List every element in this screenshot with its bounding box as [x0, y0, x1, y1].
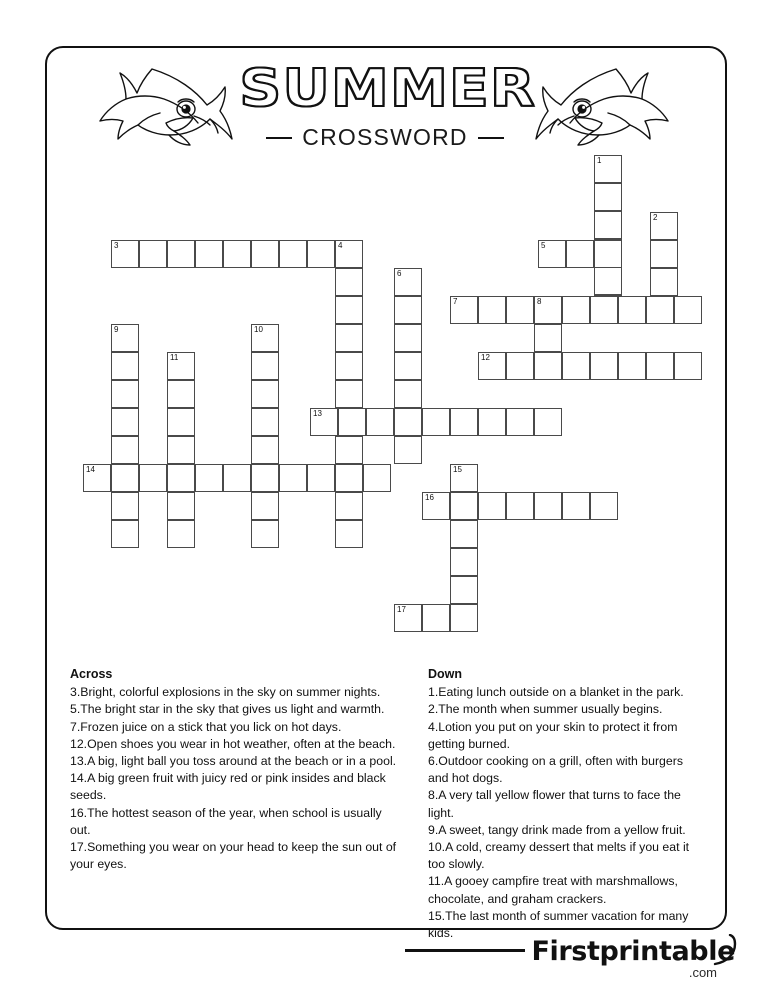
across-heading: Across	[70, 667, 113, 681]
crossword-cell[interactable]	[167, 436, 195, 464]
crossword-cell[interactable]	[506, 492, 534, 520]
crossword-cell[interactable]	[534, 408, 562, 436]
crossword-cell[interactable]	[478, 352, 506, 380]
across-clue-13: 13.A big, light ball you toss around at the beach or in a pool.	[70, 754, 397, 769]
crossword-cell[interactable]	[650, 212, 678, 240]
crossword-cell[interactable]	[562, 296, 590, 324]
crossword-cell[interactable]	[251, 324, 279, 352]
crossword-cell[interactable]	[251, 436, 279, 464]
crossword-cell[interactable]	[279, 464, 307, 492]
crossword-cell[interactable]	[450, 296, 478, 324]
across-clue-16: 16.The hottest season of the year, when school is usually out.	[70, 805, 382, 837]
crossword-cell[interactable]	[139, 240, 167, 268]
crossword-cell[interactable]	[450, 520, 478, 548]
crossword-cell[interactable]	[394, 296, 422, 324]
cell-number: 4	[338, 241, 343, 250]
crossword-cell[interactable]	[279, 240, 307, 268]
crossword-cell[interactable]	[251, 492, 279, 520]
crossword-cell[interactable]	[594, 183, 622, 211]
crossword-cell[interactable]	[111, 520, 139, 548]
cell-number: 1	[597, 156, 602, 165]
cell-number: 10	[254, 325, 263, 334]
crossword-cell[interactable]	[195, 464, 223, 492]
crossword-cell[interactable]	[394, 436, 422, 464]
crossword-cell[interactable]	[338, 408, 366, 436]
across-clue-3: 3.Bright, colorful explosions in the sky on summer nights.	[70, 685, 381, 700]
crossword-cell[interactable]	[594, 211, 622, 239]
down-clue-1: 1.Eating lunch outside on a blanket in the park.	[428, 685, 684, 700]
crossword-cell[interactable]	[167, 408, 195, 436]
crossword-cell[interactable]	[674, 352, 702, 380]
crossword-cell[interactable]	[335, 268, 363, 296]
crossword-cell[interactable]	[251, 380, 279, 408]
cell-number: 14	[86, 465, 95, 474]
crossword-cell[interactable]	[335, 324, 363, 352]
brand-rule	[405, 949, 525, 952]
crossword-cell[interactable]	[422, 604, 450, 632]
crossword-cell[interactable]	[534, 492, 562, 520]
crossword-cell[interactable]	[450, 408, 478, 436]
crossword-cell[interactable]	[223, 464, 251, 492]
crossword-cell[interactable]	[167, 352, 195, 380]
crossword-cell[interactable]	[590, 296, 618, 324]
crossword-cell[interactable]	[335, 296, 363, 324]
down-clue-9: 9.A sweet, tangy drink made from a yellow fruit.	[428, 822, 686, 837]
brand-tld: .com	[688, 965, 717, 980]
crossword-cell[interactable]	[422, 492, 450, 520]
page-title: SUMMER	[239, 59, 536, 119]
crossword-cell[interactable]	[618, 296, 646, 324]
cell-number: 12	[481, 353, 490, 362]
crossword-cell[interactable]	[562, 492, 590, 520]
crossword-cell[interactable]	[506, 296, 534, 324]
crossword-cell[interactable]	[590, 492, 618, 520]
cell-number: 8	[537, 297, 542, 306]
crossword-cell[interactable]	[111, 324, 139, 352]
crossword-cell[interactable]	[251, 408, 279, 436]
crossword-cell[interactable]	[538, 240, 566, 268]
brand-row	[405, 936, 735, 967]
cell-number: 15	[453, 465, 462, 474]
crossword-cell[interactable]	[167, 380, 195, 408]
crossword-cell[interactable]	[534, 324, 562, 352]
crossword-cell[interactable]	[307, 464, 335, 492]
crossword-cell[interactable]	[167, 520, 195, 548]
crossword-cell[interactable]	[307, 240, 335, 268]
down-clue-15: 15.The last month of summer vacation for many kids.	[428, 908, 689, 941]
crossword-cell[interactable]	[590, 352, 618, 380]
crossword-cell[interactable]	[594, 240, 622, 268]
down-clue-6: 6.Outdoor cooking on a grill, often with burgers and hot dogs.	[428, 754, 683, 786]
crossword-cell[interactable]	[111, 380, 139, 408]
crossword-cell[interactable]	[562, 352, 590, 380]
crossword-cell[interactable]	[566, 240, 594, 268]
crossword-cell[interactable]	[618, 352, 646, 380]
crossword-cell[interactable]	[167, 492, 195, 520]
crossword-cell[interactable]	[111, 492, 139, 520]
crossword-cell[interactable]	[167, 464, 195, 492]
across-clue-17: 17.Something you wear on your head to keep the sun out of your eyes.	[70, 840, 397, 872]
crossword-cell[interactable]	[111, 352, 139, 380]
crossword-cell[interactable]	[335, 436, 363, 464]
crossword-cell[interactable]	[111, 436, 139, 464]
cell-number: 13	[313, 409, 322, 418]
crossword-cell[interactable]	[139, 464, 167, 492]
across-clue-12: 12.Open shoes you wear in hot weather, often at the beach.	[70, 736, 396, 751]
down-heading: Down	[428, 667, 463, 681]
crossword-cell[interactable]	[394, 268, 422, 296]
swoosh-icon	[713, 934, 739, 968]
crossword-cell[interactable]	[111, 464, 139, 492]
crossword-cell[interactable]	[534, 296, 562, 324]
crossword-cell[interactable]	[450, 576, 478, 604]
cell-number: 7	[453, 297, 458, 306]
down-clue-10: 10.A cold, creamy dessert that melts if you eat it too slowly.	[428, 840, 690, 872]
crossword-cell[interactable]	[335, 352, 363, 380]
down-clue-8: 8.A very tall yellow flower that turns to face the light.	[428, 788, 681, 820]
cell-number: 2	[653, 213, 658, 222]
brand-name: Firstprintable	[531, 936, 735, 967]
crossword-cell[interactable]	[394, 324, 422, 352]
crossword-cell[interactable]	[450, 604, 478, 632]
crossword-cell[interactable]	[478, 296, 506, 324]
brand-block	[405, 936, 735, 980]
crossword-cell[interactable]	[335, 380, 363, 408]
crossword-cell[interactable]	[363, 464, 391, 492]
crossword-cell[interactable]	[394, 408, 422, 436]
crossword-cell[interactable]	[167, 240, 195, 268]
crossword-cell[interactable]	[394, 604, 422, 632]
crossword-cell[interactable]	[335, 492, 363, 520]
crossword-cell[interactable]	[594, 155, 622, 183]
crossword-cell[interactable]	[195, 240, 223, 268]
crossword-cell[interactable]	[650, 268, 678, 296]
crossword-cell[interactable]	[335, 464, 363, 492]
crossword-cell[interactable]	[335, 520, 363, 548]
crossword-cell[interactable]	[366, 408, 394, 436]
crossword-cell[interactable]	[111, 408, 139, 436]
cell-number: 5	[541, 241, 546, 250]
crossword-cell[interactable]	[394, 352, 422, 380]
page-subtitle: CROSSWORD	[302, 124, 468, 150]
crossword-cell[interactable]	[450, 492, 478, 520]
crossword-cell[interactable]	[83, 464, 111, 492]
cell-number: 6	[397, 269, 402, 278]
cell-number: 17	[397, 605, 406, 614]
crossword-cell[interactable]	[111, 240, 139, 268]
crossword-cell[interactable]	[478, 408, 506, 436]
cell-number: 9	[114, 325, 119, 334]
crossword-cell[interactable]	[674, 296, 702, 324]
across-clue-list	[70, 666, 400, 873]
crossword-cell[interactable]	[478, 492, 506, 520]
crossword-cell[interactable]	[650, 240, 678, 268]
down-clue-2: 2.The month when summer usually begins.	[428, 702, 663, 717]
crossword-cell[interactable]	[450, 464, 478, 492]
down-clue-11: 11.A gooey campfire treat with marshmallows, chocolate, and graham crackers.	[428, 874, 678, 906]
crossword-cell[interactable]	[310, 408, 338, 436]
down-clue-list	[428, 666, 703, 942]
crossword-cell[interactable]	[251, 240, 279, 268]
page-footer	[0, 930, 773, 1000]
crossword-cell[interactable]	[422, 408, 450, 436]
crossword-cell[interactable]	[251, 464, 279, 492]
crossword-cell[interactable]	[506, 408, 534, 436]
across-clue-5: 5.The bright star in the sky that gives us light and warmth.	[70, 702, 385, 717]
across-clue-7: 7.Frozen juice on a stick that you lick on hot days.	[70, 719, 342, 734]
cell-number: 3	[114, 241, 119, 250]
cell-number: 16	[425, 493, 434, 502]
crossword-cell[interactable]	[594, 267, 622, 295]
crossword-cell[interactable]	[450, 548, 478, 576]
crossword-cell[interactable]	[506, 352, 534, 380]
crossword-cell[interactable]	[534, 352, 562, 380]
crossword-cell[interactable]	[251, 352, 279, 380]
across-clue-14: 14.A big green fruit with juicy red or pink insides and black seeds.	[70, 771, 386, 803]
cell-number: 11	[170, 353, 179, 362]
crossword-cell[interactable]	[223, 240, 251, 268]
crossword-cell[interactable]	[646, 352, 674, 380]
crossword-cell[interactable]	[394, 380, 422, 408]
crossword-cell[interactable]	[646, 296, 674, 324]
crossword-cell[interactable]	[251, 520, 279, 548]
crossword-cell[interactable]	[335, 240, 363, 268]
down-clue-4: 4.Lotion you put on your skin to protect it from getting burned.	[428, 719, 678, 751]
